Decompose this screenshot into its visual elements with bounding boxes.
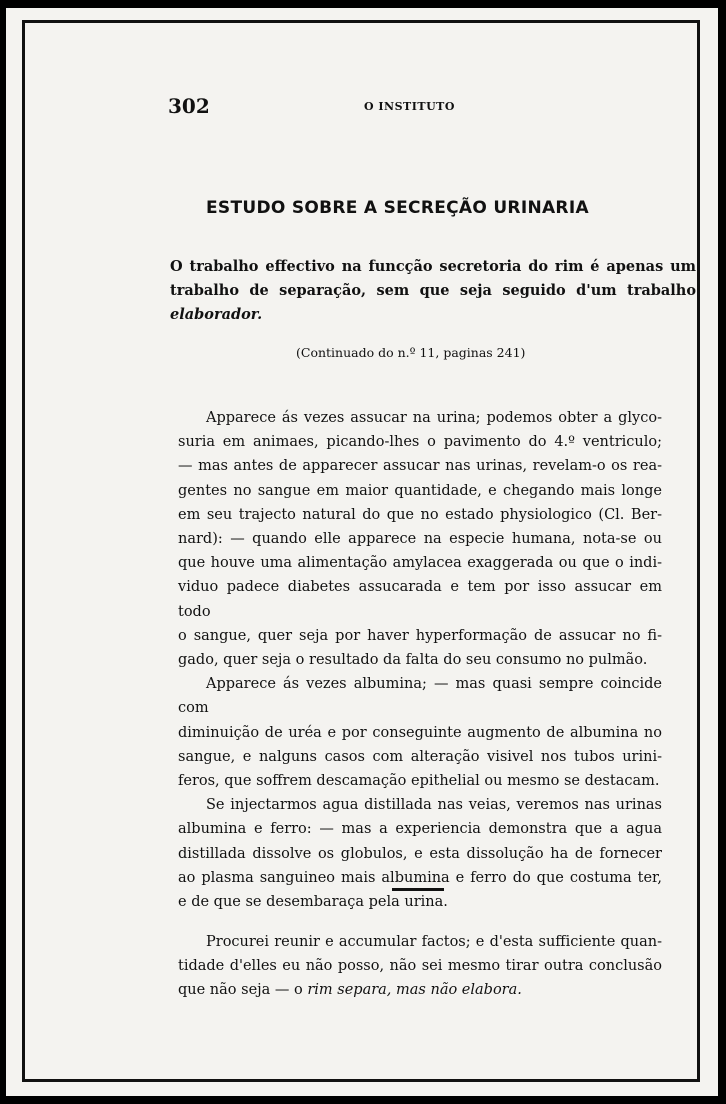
page-header (6, 94, 718, 118)
article-title: ESTUDO SOBRE A SECREÇÃO URINARIA (206, 198, 589, 218)
body-line: sangue, e nalguns casos com alteração visivel nos tubos urini- (178, 748, 662, 765)
continuation-note: (Continuado do n.º 11, paginas 241) (296, 345, 526, 360)
body-line: Apparece ás vezes assucar na urina; podemos obter a glyco- (206, 410, 662, 426)
abstract-italic: elaborador. (170, 306, 263, 323)
conclusion-prefix: que não seja — o (178, 982, 308, 999)
body-line: gentes no sangue em maior quantidade, e chegando mais longe (178, 482, 662, 499)
body-line: e de que se desembaraça pela urina. (178, 894, 448, 911)
body-line: tidade d'elles eu não posso, não sei mesmo tirar outra conclusão (178, 958, 662, 975)
body-line: suria em animaes, picando-lhes o pavimento do 4.º ventriculo; (178, 434, 662, 451)
body-line: Se injectarmos agua distillada nas veias, veremos nas urinas (206, 797, 662, 814)
body-line: Procurei reunir e accumular factos; e d'esta sufficiente quan- (206, 934, 662, 950)
body-line: gado, quer seja o resultado da falta do seu consumo no pulmão. (178, 652, 648, 669)
conclusion-text (178, 930, 662, 1003)
body-line: viduo padece diabetes assucarada e tem por isso assucar em todo (178, 579, 662, 620)
body-line: em seu trajecto natural do que no estado physiologico (Cl. Ber- (178, 506, 662, 523)
page-number: 302 (168, 94, 210, 118)
body-line: o sangue, quer seja por haver hyperformação de assucar no fi- (178, 627, 662, 644)
body-text (178, 406, 662, 914)
article-abstract (170, 255, 696, 327)
body-line: — mas antes de apparecer assucar nas urinas, revelam-o os rea- (178, 458, 662, 475)
body-line: Apparece ás vezes albumina; — mas quasi sempre coincide com (178, 676, 662, 717)
body-line: diminuição de uréa e por conseguinte augmento de albumina no (178, 724, 662, 741)
abstract-line: trabalho de separação, sem que seja seguido d'um trabalho (170, 282, 696, 299)
document-page (6, 8, 718, 1096)
body-line: feros, que soffrem descamação epithelial ou mesmo se destacam. (178, 773, 660, 790)
running-head: O INSTITUTO (364, 100, 455, 113)
conclusion-italic: rim separa, mas não elabora. (307, 982, 522, 999)
body-line: que houve uma alimentação amylacea exaggerada ou que o indi- (178, 555, 662, 572)
body-line-final (178, 978, 662, 1002)
abstract-line: O trabalho effectivo na funcção secretoria do rim é apenas um (170, 258, 696, 275)
body-line: nard): — quando elle apparece na especie humana, nota-se ou (178, 531, 662, 548)
section-divider (392, 888, 444, 891)
body-line: albumina e ferro: — mas a experiencia demonstra que a agua (178, 821, 662, 838)
body-line: ao plasma sanguineo mais albumina e ferro do que costuma ter, (178, 869, 662, 886)
body-line: distillada dissolve os globulos, e esta dissolução ha de fornecer (178, 845, 662, 862)
